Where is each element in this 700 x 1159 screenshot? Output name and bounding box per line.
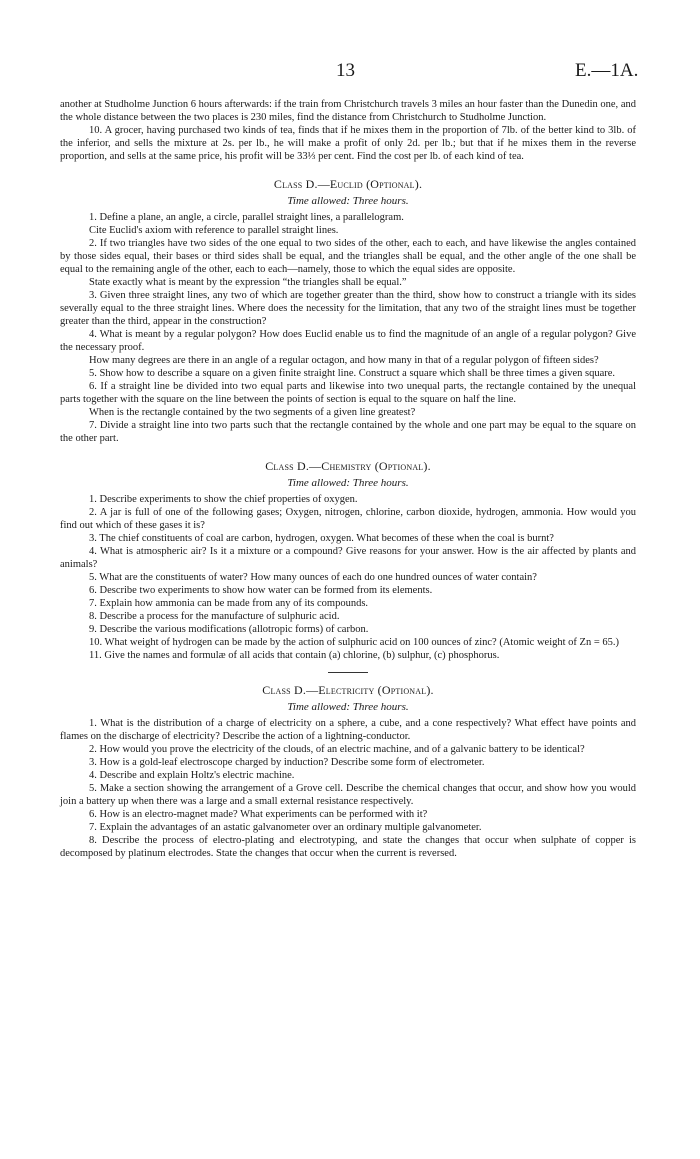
question: 2. How would you prove the electricity of the clouds, of an electric machine, and of a galvanic battery to be identical? bbox=[89, 744, 585, 755]
question: Cite Euclid's axiom with reference to parallel straight lines. bbox=[89, 225, 339, 236]
section-title: Class D.—Electricity (Optional). bbox=[262, 683, 434, 697]
question-list bbox=[60, 717, 636, 860]
question: 5. What are the constituents of water? How many ounces of each do one hundred ounces of water contain? bbox=[89, 572, 537, 583]
time-allowed: Time allowed: Three hours. bbox=[287, 701, 409, 713]
section-divider bbox=[328, 672, 368, 673]
question: 7. Explain the advantages of an astatic galvanometer over an ordinary multiple galvanometer. bbox=[89, 822, 482, 833]
document-reference: E.—1A. bbox=[575, 60, 639, 81]
question: 8. Describe a process for the manufacture of sulphuric acid. bbox=[89, 611, 340, 622]
continued-questions bbox=[60, 98, 636, 163]
question: 6. Describe two experiments to show how water can be formed from its elements. bbox=[89, 585, 433, 596]
section-title: Class D.—Chemistry (Optional). bbox=[265, 459, 431, 473]
question: 8. Describe the process of electro-plating and electrotyping, and state the changes that occur when sulphate of copper is decomposed by platinum electrodes. State the changes that occur when the current is reversed. bbox=[60, 835, 636, 859]
question-list bbox=[60, 493, 636, 662]
question-list bbox=[60, 211, 636, 445]
question: How many degrees are there in an angle of a regular octagon, and how many in that of a regular polygon of fifteen sides? bbox=[89, 355, 599, 366]
time-allowed: Time allowed: Three hours. bbox=[287, 195, 409, 207]
section-euclid bbox=[60, 177, 636, 445]
question: 5. Show how to describe a square on a given finite straight line. Construct a square which shall be three times a given square. bbox=[89, 368, 616, 379]
question: 10. What weight of hydrogen can be made by the action of sulphuric acid on 100 ounces of zinc? (Atomic weight of Zn = 65.) bbox=[89, 637, 619, 648]
question: 1. Describe experiments to show the chief properties of oxygen. bbox=[89, 494, 358, 505]
question: 5. Make a section showing the arrangement of a Grove cell. Describe the chemical changes that occur, and show how you would join a battery up when there was a large and a small external resistance respectively. bbox=[60, 783, 636, 807]
question: 1. Define a plane, an angle, a circle, parallel straight lines, a parallelogram. bbox=[89, 212, 404, 223]
question: 9. Describe the various modifications (allotropic forms) of carbon. bbox=[89, 624, 369, 635]
question: 6. How is an electro-magnet made? What experiments can be performed with it? bbox=[89, 809, 428, 820]
question: 3. How is a gold-leaf electroscope charged by induction? Describe some form of electrometer. bbox=[89, 757, 485, 768]
time-allowed: Time allowed: Three hours. bbox=[287, 477, 409, 489]
question: 6. If a straight line be divided into two equal parts and likewise into two unequal parts, the rectangle contained by the unequal parts together with the square on the line between the points of section is equal to the square on half the line. bbox=[60, 381, 636, 405]
question-10-arithmetic: 10. A grocer, having purchased two kinds of tea, finds that if he mixes them in the proportion of 7lb. of the better kind to 3lb. of the inferior, and sells the mixture at 2s. per lb., he will make a profit of only 2d. per lb.; but that if he mixes them in the reverse proportion, and sells at the same price, his profit will be 33⅓ per cent. Find the cost per lb. of each kind of tea. bbox=[60, 125, 636, 162]
continued-text: another at Studholme Junction 6 hours afterwards: if the train from Christchurch travels 3 miles an hour faster than the Dunedin one, and the whole distance between the two places is 230 miles, find the distance from Christchurch to Studholme Junction. bbox=[60, 99, 636, 123]
page-body bbox=[60, 58, 639, 860]
section-title: Class D.—Euclid (Optional). bbox=[273, 177, 423, 191]
section-chemistry bbox=[60, 459, 636, 673]
question: 3. Given three straight lines, any two of which are together greater than the third, show how to construct a triangle with its sides severally equal to the three straight lines. Where does the necessity for the limitation, that any two of the straight lines must be together greater than the third, appear in the construction? bbox=[60, 290, 636, 327]
question: State exactly what is meant by the expression “the triangles shall be equal.” bbox=[89, 277, 407, 288]
question: 4. What is meant by a regular polygon? How does Euclid enable us to find the magnitude of an angle of a regular polygon? Give the necessary proof. bbox=[60, 329, 636, 353]
question: 7. Divide a straight line into two parts such that the rectangle contained by the whole and one part may be equal to the square on the other part. bbox=[60, 420, 636, 444]
question: 3. The chief constituents of coal are carbon, hydrogen, oxygen. What becomes of these when the coal is burnt? bbox=[89, 533, 554, 544]
question: 2. A jar is full of one of the following gases; Oxygen, nitrogen, chlorine, carbon dioxide, hydrogen, ammonia. How would you find out which of these gases it is? bbox=[60, 507, 636, 531]
question: 7. Explain how ammonia can be made from any of its compounds. bbox=[89, 598, 369, 609]
question: When is the rectangle contained by the two segments of a given line greatest? bbox=[89, 407, 416, 418]
question: 4. Describe and explain Holtz's electric machine. bbox=[89, 770, 295, 781]
section-electricity bbox=[60, 683, 636, 860]
question: 11. Give the names and formulæ of all acids that contain (a) chlorine, (b) sulphur, (c) phosphorus. bbox=[89, 650, 500, 661]
question: 4. What is atmospheric air? Is it a mixture or a compound? Give reasons for your answer. How is the air affected by plants and animals? bbox=[60, 546, 636, 570]
page-number: 13 bbox=[336, 60, 355, 81]
question: 2. If two triangles have two sides of the one equal to two sides of the other, each to each, and have likewise the angles contained by those sides equal, their bases or third sides shall be equal, and the triangles shall be equal, and the other angle of the one shall be equal to the remaining angle of the other, each to each—namely, those to which the equal sides are opposite. bbox=[60, 238, 636, 275]
question: 1. What is the distribution of a charge of electricity on a sphere, a cube, and a cone respectively? What effect have points and flames on the discharge of electricity? Describe the action of a lightning-conductor. bbox=[60, 718, 636, 742]
